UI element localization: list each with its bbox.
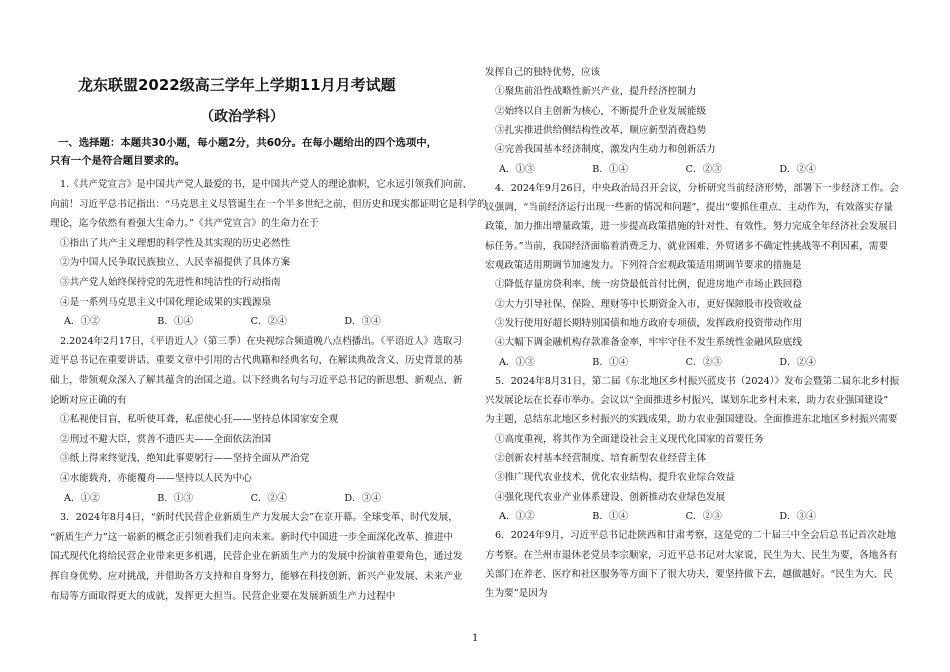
text-line: ④强化现代农业产业体系建设、创新推动农业绿色发展 — [495, 491, 726, 503]
text-line: 宏观政策适用期调节加速发力。下列符合宏观政策适用期调节要求的措施是 — [485, 260, 802, 271]
text-line: 挥自身优势、应对挑战，并借助各方支持和自身努力，能够在科技创新、新兴产业发展、未来产业 — [50, 571, 463, 582]
text-line: ②始终以自主创新为核心，不断提升企业发展能级 — [495, 105, 707, 117]
text-line: ②大力引导社保、保险、理财等中长期资金入市，更好保障股市投资收益 — [495, 298, 802, 310]
text-line: ③共产党人始终保持党的先进性和纯洁性的行动指南 — [60, 277, 281, 288]
text-line: 布局等方面取得更大的成就，发挥更大担当。民营企业要在发展新质生产力过程中 — [50, 590, 396, 602]
text-line: ①降低存量房贷利率、统一房贷最低首付比例，促进房地产市场止跌回稳 — [495, 279, 802, 291]
section-heading-line1: 一、选择题：本题共30小题，每小题2分，共60分。在每小题给出的四个选项中， — [58, 137, 438, 149]
text-line: ②创新农村基本经营制度、培育新型农业经营主体 — [495, 453, 707, 464]
text-line: 政策，加力推出增量政策，进一步提高政策措施的针对性、有效性，努力完成全年经济社会发展目 — [485, 221, 898, 233]
text-line: 议强调，“当前经济运行出现一些新的情况和问题”，提出“要抓住重点、主动作为，有效落实存量 — [485, 202, 894, 214]
text-line: A．①② B．①④ C．②④ D．③④ — [64, 316, 381, 328]
text-line: ②为中国人民争取民族独立、人民幸福提供了具体方案 — [60, 257, 291, 269]
section-heading-line2: 只有一个是符合题目要求的。 — [50, 155, 186, 167]
text-line: 发挥自己的独特优势，应该 — [485, 67, 601, 78]
text-line: 1.《共产党宣言》是中国共产党人最爱的书，是中国共产党人的理论旗帜，它永远引领我们向前、 — [60, 179, 473, 190]
text-line: A．①③ B．①④ C．②③ D．②④ — [499, 163, 816, 175]
text-line: A．①② B．①③ C．②④ D．③④ — [64, 492, 381, 504]
text-line: ①指出了共产主义理想的科学性及其实现的历史必然性 — [60, 237, 291, 249]
text-line: ③发行使用好超长期特别国债和地方政府专项债，发挥政府投资带动作用 — [495, 317, 802, 329]
text-line: 为主题，总结东北地区乡村振兴的实践成果，助力农业强国建设。全面推进东北地区乡村振兴需要 — [485, 414, 898, 426]
exam-subtitle: （政治学科） — [200, 109, 284, 125]
text-line: ①高度重视，将其作为全面建设社会主义现代化国家的首要任务 — [495, 433, 764, 445]
text-line: 兴发展论坛在长春市举办。会议以“全面推进乡村振兴，谋划东北乡村未来，助力农业强国建设” — [485, 395, 889, 407]
text-line: “新质生产力”这一崭新的概念正引领着我们走向未来。新时代中国进一步全面深化改革、推进中 — [50, 531, 454, 543]
text-line: ④大幅下调金融机构存款准备金率，牢牢守住不发生系统性金融风险底线 — [495, 337, 802, 349]
text-line: 关部门在养老、医疗和社区服务等方面下了很大功夫，要坚持做下去，越做越好。“民生为大、民 — [485, 568, 893, 580]
text-line: ③扎实推进供给侧结构性改革，顺应新型消费趋势 — [495, 124, 707, 136]
text-line: 方考察。在兰州市退休老党员李宗顺家，习近平总书记对大家说，民生为大、民生为要，各地各有 — [485, 549, 898, 561]
text-line: 6．2024年9月，习近平总书记赴陕西和甘肃考察，这是党的二十届三中全会后总书记首次赴地 — [495, 530, 897, 542]
text-line: 论断对应正确的有 — [50, 394, 127, 406]
text-line: 标任务。”当前，我国经济面临着消费乏力、就业困难、外贸诸多不确定性挑战等不利因素，需要 — [485, 240, 889, 252]
text-line: 3．2024年8月4日，“新时代民营企业新质生产力发展大会”在京开幕。全球变革、时代发展， — [60, 512, 458, 524]
text-line: 生为要”是因为 — [485, 588, 548, 600]
text-line: A．①③ B．①④ C．②③ D．②④ — [499, 356, 816, 368]
text-line: ④完善我国基本经济制度，激发内生动力和创新活力 — [495, 144, 716, 156]
text-line: 向前！习近平总书记指出：“马克思主义尽管诞生在一个半多世纪之前，但历史和现实都证明它是科学的 — [50, 198, 487, 210]
text-line: 理论，迄今依然有着强大生命力。”《共产党宣言》的生命力在于 — [50, 218, 319, 230]
text-line: ④水能载舟，亦能覆舟——坚持以人民为中心 — [60, 473, 252, 484]
text-line: ④是一系列马克思主义中国化理论成果的实践源泉 — [60, 296, 272, 308]
text-line: 2.2024年2月17日，《平语近人》（第三季）在央视综合频道晚八点档播出。《平语近人》选取习 — [60, 335, 463, 347]
text-line: 础上，带领观众深入了解其蕴含的治国之道。以下经典名句与习近平总书记的新思想、新观点、新 — [50, 375, 463, 386]
text-line: ③推广现代农业技术，优化农业结构、提升农业综合效益 — [495, 472, 735, 484]
text-line: 近平总书记在重要讲话、重要文章中引用的古代典籍和经典名句，在解读典故含义、历史背景的基 — [50, 355, 463, 367]
text-line: 4．2024年9月26日，中央政治局召开会议，分析研究当前经济形势，部署下一步经济工作。会 — [495, 182, 899, 194]
exam-title: 龙东联盟2022级高三学年上学期11月月考试题 — [78, 76, 396, 94]
text-line: A．①② B．①④ C．②③ D．③④ — [499, 510, 816, 522]
text-line: ①私视使目盲，私听使耳聋，私虑使心狂——坚持总体国家安全观 — [60, 414, 339, 426]
page-number: 1 — [472, 633, 479, 644]
text-line: 国式现代化将给民营企业带来更多机遇，民营企业在新质生产力的发展中扮演着重要角色，通过发 — [50, 551, 463, 563]
text-line: ②刑过不避大臣，赏善不遗匹夫——全面依法治国 — [60, 433, 272, 445]
text-line: ③纸上得来终觉浅，绝知此事要躬行——坚持全面从严治党 — [60, 453, 310, 465]
text-line: 5．2024年8月31日，第二届《东北地区乡村振兴蓝皮书（2024）》发布会暨第二届东北乡村振 — [495, 375, 900, 387]
text-line: ①聚焦前沿性战略性新兴产业，提升经济控制力 — [495, 86, 697, 98]
